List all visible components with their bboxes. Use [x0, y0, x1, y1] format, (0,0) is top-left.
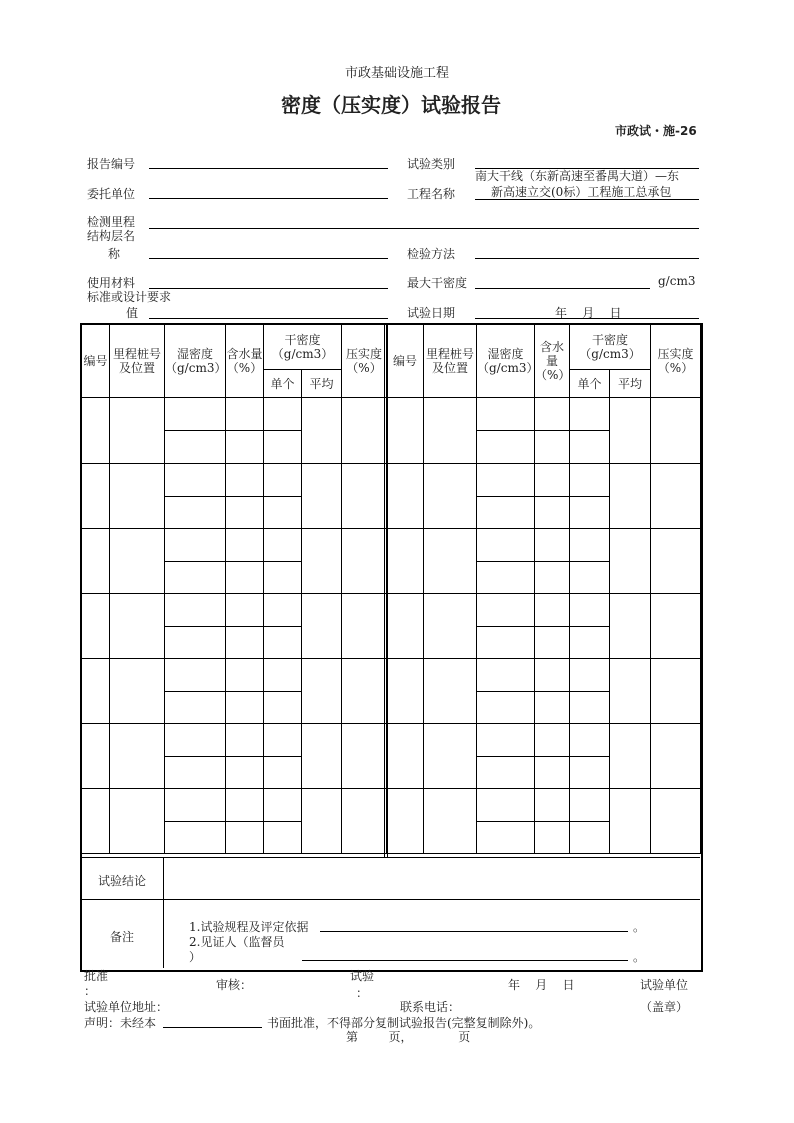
test-method-label: 检验方法 [407, 247, 456, 261]
cell-dry-single[interactable] [264, 496, 302, 529]
remark-basis-period: 。 [633, 920, 646, 934]
cell-dry-avg-2[interactable] [610, 398, 651, 464]
table-row [82, 594, 701, 627]
cell-compaction[interactable] [342, 464, 387, 529]
col-header-no-2: 编号 [387, 325, 424, 398]
cell-moisture-2[interactable] [535, 529, 570, 562]
cell-dry-single-2[interactable] [570, 431, 610, 464]
layer-field[interactable] [149, 258, 388, 259]
cell-dry-avg[interactable] [302, 529, 342, 594]
cell-dry-avg-2[interactable] [610, 529, 651, 594]
cell-dry-avg[interactable] [302, 724, 342, 789]
col-header-station-2: 里程桩号及位置 [424, 325, 477, 398]
cell-wet-density[interactable] [165, 659, 226, 692]
remarks-row [81, 899, 700, 900]
cell-wet-density[interactable] [165, 756, 226, 789]
cell-dry-single-2[interactable] [570, 659, 610, 692]
cell-dry-single-2[interactable] [570, 691, 610, 724]
cell-dry-avg-2[interactable] [610, 724, 651, 789]
cell-dry-single-2[interactable] [570, 789, 610, 822]
col-header-single: 单个 [264, 370, 302, 398]
table-row [82, 789, 701, 822]
page-title: 密度（压实度）试验报告 [281, 93, 501, 117]
cell-wet-density-2[interactable] [477, 464, 535, 497]
cell-moisture[interactable] [226, 431, 264, 464]
col-header-compaction: 压实度（%） [342, 325, 387, 398]
cell-moisture-2[interactable] [535, 691, 570, 724]
cell-compaction-2[interactable] [651, 594, 701, 659]
cell-compaction-2[interactable] [651, 789, 701, 854]
cell-wet-density-2[interactable] [477, 659, 535, 692]
cell-station[interactable] [110, 594, 165, 659]
remark-basis-label: 1.试验规程及评定依据 [189, 920, 309, 934]
table-row [82, 464, 701, 497]
cell-no-2[interactable] [387, 594, 424, 659]
cell-station[interactable] [110, 724, 165, 789]
project-name-label: 工程名称 [407, 187, 456, 201]
cell-no[interactable] [82, 529, 110, 594]
cell-station-2[interactable] [424, 659, 477, 724]
cell-compaction[interactable] [342, 659, 387, 724]
cell-moisture-2[interactable] [535, 496, 570, 529]
cell-dry-avg-2[interactable] [610, 464, 651, 529]
cell-moisture[interactable] [226, 594, 264, 627]
cell-wet-density-2[interactable] [477, 626, 535, 659]
cell-compaction[interactable] [342, 594, 387, 659]
cell-compaction-2[interactable] [651, 464, 701, 529]
cell-dry-single-2[interactable] [570, 626, 610, 659]
cell-compaction[interactable] [342, 398, 387, 464]
remark-witness-field[interactable] [302, 960, 628, 961]
col-header-station: 里程桩号及位置 [110, 325, 165, 398]
cell-dry-single[interactable] [264, 398, 302, 431]
std-field[interactable] [149, 318, 388, 319]
density-table [81, 324, 701, 854]
cell-compaction-2[interactable] [651, 724, 701, 789]
cell-moisture[interactable] [226, 789, 264, 822]
cell-dry-avg[interactable] [302, 594, 342, 659]
cell-moisture[interactable] [226, 724, 264, 757]
cell-wet-density-2[interactable] [477, 594, 535, 627]
col-header-wet-density: 湿密度（g/cm3） [165, 325, 226, 398]
address-label: 试验单位地址： [84, 1000, 169, 1014]
cell-moisture[interactable] [226, 626, 264, 659]
cell-station[interactable] [110, 398, 165, 464]
cell-wet-density[interactable] [165, 626, 226, 659]
statement-org-field[interactable] [163, 1027, 262, 1028]
cell-moisture[interactable] [226, 561, 264, 594]
cell-dry-single[interactable] [264, 724, 302, 757]
table-row [82, 724, 701, 757]
cell-moisture[interactable] [226, 464, 264, 497]
cell-wet-density[interactable] [165, 496, 226, 529]
cell-station-2[interactable] [424, 464, 477, 529]
cell-wet-density[interactable] [165, 464, 226, 497]
cell-moisture[interactable] [226, 659, 264, 692]
cell-dry-avg[interactable] [302, 464, 342, 529]
cell-wet-density[interactable] [165, 724, 226, 757]
col-header-avg-2: 平均 [610, 370, 651, 398]
cell-moisture[interactable] [226, 821, 264, 854]
client-field[interactable] [149, 198, 388, 199]
cell-dry-single-2[interactable] [570, 464, 610, 497]
col-header-compaction-2: 压实度（%） [651, 325, 701, 398]
phone-label: 联系电话： [400, 1000, 461, 1014]
table-row [82, 659, 701, 692]
test-date-label: 试验日期 [407, 306, 456, 320]
project-name-field[interactable] [475, 199, 699, 200]
conclusion-label: 试验结论 [97, 874, 146, 888]
cell-dry-avg-2[interactable] [610, 659, 651, 724]
remarks-label: 备注 [109, 930, 134, 944]
cell-moisture-2[interactable] [535, 789, 570, 822]
tester-label: 试验 [350, 969, 375, 983]
approve-colon: ： [84, 984, 97, 998]
cell-wet-density-2[interactable] [477, 756, 535, 789]
cell-no-2[interactable] [387, 464, 424, 529]
approve-label: 批准 [84, 969, 109, 983]
cell-dry-single[interactable] [264, 561, 302, 594]
std-label-2: 值 [126, 306, 139, 320]
max-density-label: 最大干密度 [407, 276, 468, 290]
statement-text: 书面批准，不得部分复制试验报告(完整复制除外)。 [267, 1016, 541, 1030]
cell-moisture-2[interactable] [535, 594, 570, 627]
cell-moisture-2[interactable] [535, 626, 570, 659]
col-header-dry-density: 干密度（g/cm3） [264, 325, 342, 370]
cell-compaction[interactable] [342, 724, 387, 789]
cell-dry-single[interactable] [264, 691, 302, 724]
cell-no-2[interactable] [387, 724, 424, 789]
remark-basis-field[interactable] [320, 931, 628, 932]
cell-wet-density-2[interactable] [477, 821, 535, 854]
cell-station-2[interactable] [424, 789, 477, 854]
cell-no[interactable] [82, 464, 110, 529]
cell-moisture-2[interactable] [535, 561, 570, 594]
cell-moisture-2[interactable] [535, 756, 570, 789]
cell-dry-avg-2[interactable] [610, 789, 651, 854]
cell-station-2[interactable] [424, 529, 477, 594]
cell-moisture-2[interactable] [535, 398, 570, 431]
cell-no-2[interactable] [387, 529, 424, 594]
cell-dry-single[interactable] [264, 431, 302, 464]
cell-no-2[interactable] [387, 398, 424, 464]
statement-prefix: 声明：未经本 [84, 1016, 157, 1030]
cell-moisture-2[interactable] [535, 431, 570, 464]
cell-station-2[interactable] [424, 594, 477, 659]
cell-dry-single[interactable] [264, 756, 302, 789]
table-row [82, 529, 701, 562]
review-label: 审核： [216, 978, 253, 992]
test-date-value: 年 月 日 [555, 306, 622, 320]
cell-no[interactable] [82, 659, 110, 724]
max-density-field[interactable] [475, 288, 650, 289]
std-label-1: 标准或设计要求 [87, 290, 172, 304]
cell-no-2[interactable] [387, 789, 424, 854]
cell-wet-density[interactable] [165, 821, 226, 854]
cell-dry-single[interactable] [264, 594, 302, 627]
cell-compaction-2[interactable] [651, 529, 701, 594]
cell-no[interactable] [82, 398, 110, 464]
client-label: 委托单位 [87, 187, 136, 201]
material-field[interactable] [149, 288, 388, 289]
cell-dry-single-2[interactable] [570, 561, 610, 594]
cell-dry-avg[interactable] [302, 659, 342, 724]
cell-moisture[interactable] [226, 398, 264, 431]
col-header-moisture-2: 含水量（%） [535, 325, 570, 398]
cell-wet-density-2[interactable] [477, 789, 535, 822]
remark-witness-period: 。 [633, 950, 646, 964]
cell-dry-single[interactable] [264, 659, 302, 692]
remark-witness-label: 2.见证人（监督员 [189, 935, 285, 949]
cell-wet-density-2[interactable] [477, 561, 535, 594]
cell-dry-single-2[interactable] [570, 594, 610, 627]
col-header-no: 编号 [82, 325, 110, 398]
test-method-field[interactable] [475, 258, 699, 259]
cell-wet-density[interactable] [165, 431, 226, 464]
col-header-dry-density-2: 干密度（g/cm3） [570, 325, 651, 370]
footer-date: 年 月 日 [508, 978, 575, 992]
seal-label: （盖章） [640, 1000, 689, 1014]
cell-moisture[interactable] [226, 529, 264, 562]
cell-wet-density-2[interactable] [477, 431, 535, 464]
cell-wet-density[interactable] [165, 561, 226, 594]
cell-moisture[interactable] [226, 756, 264, 789]
cell-dry-avg[interactable] [302, 789, 342, 854]
cell-dry-single-2[interactable] [570, 496, 610, 529]
cell-dry-single-2[interactable] [570, 724, 610, 757]
cell-moisture[interactable] [226, 496, 264, 529]
page-number: 第 页， 页 [346, 1030, 471, 1044]
cell-no[interactable] [82, 724, 110, 789]
report-no-field[interactable] [149, 168, 388, 169]
col-header-wet-density-2: 湿密度（g/cm3） [477, 325, 535, 398]
cell-station[interactable] [110, 464, 165, 529]
cell-dry-avg[interactable] [302, 398, 342, 464]
col-header-avg: 平均 [302, 370, 342, 398]
cell-moisture[interactable] [226, 691, 264, 724]
cell-dry-single-2[interactable] [570, 756, 610, 789]
cell-compaction-2[interactable] [651, 659, 701, 724]
test-date-field[interactable] [475, 318, 699, 319]
remark-witness-close: ） [189, 950, 202, 964]
cell-wet-density[interactable] [165, 529, 226, 562]
cell-compaction[interactable] [342, 529, 387, 594]
cell-station[interactable] [110, 529, 165, 594]
layer-label-1: 结构层名 [87, 229, 136, 243]
cell-dry-single[interactable] [264, 464, 302, 497]
cell-compaction-2[interactable] [651, 398, 701, 464]
cell-no[interactable] [82, 594, 110, 659]
cell-station-2[interactable] [424, 724, 477, 789]
density-unit: g/cm3 [658, 274, 696, 288]
cell-wet-density-2[interactable] [477, 398, 535, 431]
cell-wet-density[interactable] [165, 594, 226, 627]
cell-dry-single[interactable] [264, 529, 302, 562]
cell-station[interactable] [110, 659, 165, 724]
conclusion-row [81, 857, 700, 900]
cell-dry-single-2[interactable] [570, 398, 610, 431]
cell-no-2[interactable] [387, 659, 424, 724]
test-unit-label: 试验单位 [640, 978, 689, 992]
cell-dry-single[interactable] [264, 626, 302, 659]
cell-dry-single[interactable] [264, 821, 302, 854]
cell-station-2[interactable] [424, 398, 477, 464]
tester-colon: ： [356, 986, 369, 1000]
cell-dry-single[interactable] [264, 789, 302, 822]
cell-moisture-2[interactable] [535, 724, 570, 757]
table-row [82, 398, 701, 431]
cell-dry-single-2[interactable] [570, 821, 610, 854]
cell-wet-density-2[interactable] [477, 496, 535, 529]
cell-moisture-2[interactable] [535, 821, 570, 854]
cell-wet-density-2[interactable] [477, 691, 535, 724]
cell-dry-avg-2[interactable] [610, 594, 651, 659]
conclusion-divider [163, 857, 164, 968]
cell-compaction[interactable] [342, 789, 387, 854]
cell-station[interactable] [110, 789, 165, 854]
cell-wet-density-2[interactable] [477, 724, 535, 757]
report-no-label: 报告编号 [87, 157, 136, 171]
cell-no[interactable] [82, 789, 110, 854]
cell-moisture-2[interactable] [535, 659, 570, 692]
cell-wet-density[interactable] [165, 398, 226, 431]
layer-label-2: 称 [108, 247, 121, 261]
cell-wet-density[interactable] [165, 691, 226, 724]
col-header-single-2: 单个 [570, 370, 610, 398]
material-label: 使用材料 [87, 276, 136, 290]
form-code: 市政试・施-26 [615, 124, 697, 138]
mileage-label: 检测里程 [87, 215, 136, 229]
mileage-field[interactable] [149, 228, 699, 229]
test-type-label: 试验类别 [407, 157, 456, 171]
cell-wet-density[interactable] [165, 789, 226, 822]
cell-dry-single-2[interactable] [570, 529, 610, 562]
project-name-value: 南大干线（东新高速至番禺大道）—东 新高速立交(0标）工程施工总承包 [475, 169, 680, 199]
cell-moisture-2[interactable] [535, 464, 570, 497]
cell-wet-density-2[interactable] [477, 529, 535, 562]
col-header-moisture: 含水量（%） [226, 325, 264, 398]
category-heading: 市政基础设施工程 [344, 66, 449, 81]
